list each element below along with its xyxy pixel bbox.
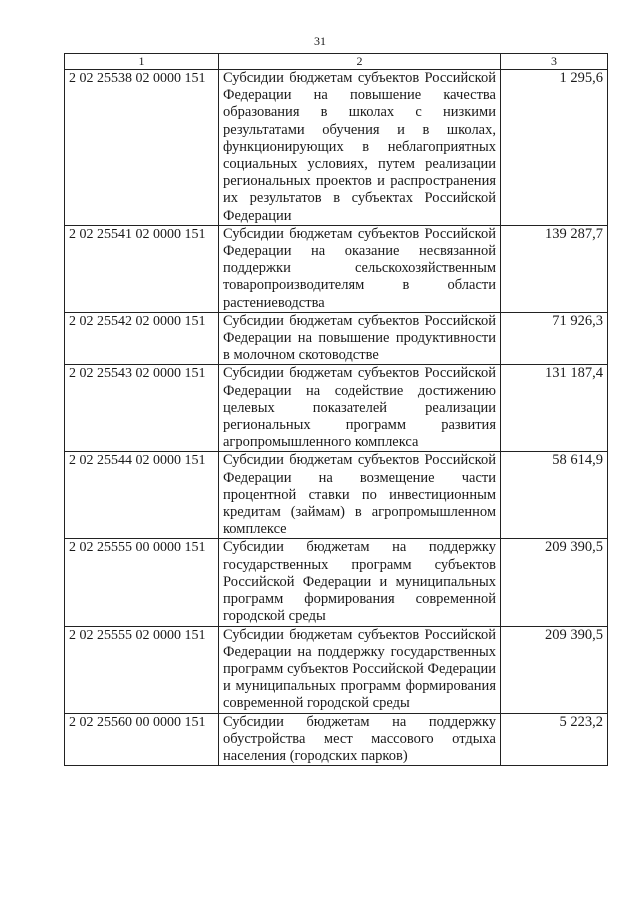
budget-code: 2 02 25555 02 0000 151: [65, 626, 219, 713]
budget-amount: 139 287,7: [501, 225, 608, 312]
budget-description: Субсидии бюджетам субъектов Российской Федерации на оказание несвязанной поддержки сельскохозяйственным товаропроизводителям в области растениеводства: [219, 225, 501, 312]
budget-code: 2 02 25560 00 0000 151: [65, 713, 219, 766]
budget-amount: 71 926,3: [501, 312, 608, 365]
budget-description: Субсидии бюджетам субъектов Российской Федерации на поддержку государственных программ субъектов Российской Федерации и муниципальных программ формирования современной городской среды: [219, 626, 501, 713]
budget-code: 2 02 25538 02 0000 151: [65, 70, 219, 226]
column-header-3: 3: [501, 54, 608, 70]
budget-amount: 209 390,5: [501, 626, 608, 713]
budget-amount: 5 223,2: [501, 713, 608, 766]
table-row: [65, 365, 608, 452]
budget-amount: 209 390,5: [501, 539, 608, 626]
table-row: [65, 713, 608, 766]
budget-code: 2 02 25555 00 0000 151: [65, 539, 219, 626]
table-row: [65, 539, 608, 626]
budget-description: Субсидии бюджетам субъектов Российской Федерации на повышение продуктивности в молочном скотоводстве: [219, 312, 501, 365]
budget-code: 2 02 25544 02 0000 151: [65, 452, 219, 539]
column-header-1: 1: [65, 54, 219, 70]
table-header-row: [65, 54, 608, 70]
budget-amount: 1 295,6: [501, 70, 608, 226]
column-header-2: 2: [219, 54, 501, 70]
budget-description: Субсидии бюджетам на поддержку обустройства мест массового отдыха населения (городских парков): [219, 713, 501, 766]
page-number: 31: [314, 34, 326, 48]
budget-amount: 58 614,9: [501, 452, 608, 539]
budget-amount: 131 187,4: [501, 365, 608, 452]
table-row: [65, 626, 608, 713]
budget-table: [64, 53, 608, 766]
budget-code: 2 02 25541 02 0000 151: [65, 225, 219, 312]
budget-description: Субсидии бюджетам субъектов Российской Федерации на содействие достижению целевых показателей реализации региональных программ развития агропромышленного комплекса: [219, 365, 501, 452]
budget-code: 2 02 25542 02 0000 151: [65, 312, 219, 365]
table-row: [65, 225, 608, 312]
budget-description: Субсидии бюджетам субъектов Российской Федерации на возмещение части процентной ставки по инвестиционным кредитам (займам) в агропромышленном комплексе: [219, 452, 501, 539]
budget-description: Субсидии бюджетам субъектов Российской Федерации на повышение качества образования в школах с низкими результатами обучения и в школах, функционирующих в неблагоприятных социальных условиях, путем реализации региональных проектов и распространения их результатов в субъектах Российской Федерации: [219, 70, 501, 226]
table-row: [65, 312, 608, 365]
budget-description: Субсидии бюджетам на поддержку государственных программ субъектов Российской Федерации и муниципальных программ формирования современной городской среды: [219, 539, 501, 626]
table-row: [65, 452, 608, 539]
budget-code: 2 02 25543 02 0000 151: [65, 365, 219, 452]
table-row: [65, 70, 608, 226]
